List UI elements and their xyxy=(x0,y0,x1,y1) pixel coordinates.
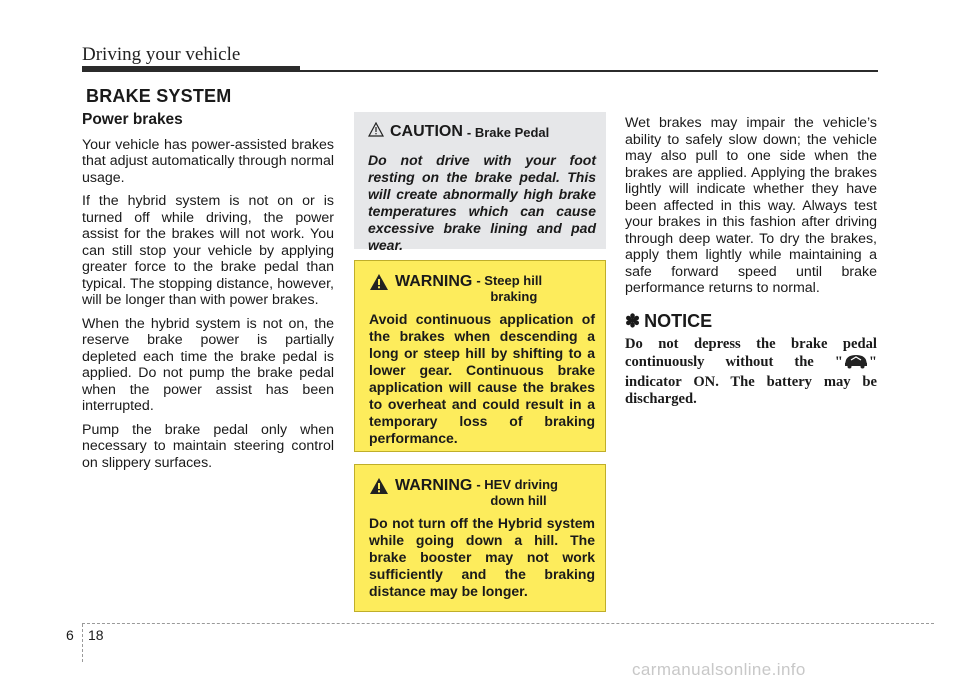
paragraph: Pump the brake pedal only when necessary to maintain steering control on slippery surfaces. xyxy=(82,421,334,471)
warning-label: WARNING xyxy=(395,273,473,290)
warning-subtitle-line1: - HEV driving xyxy=(476,477,558,492)
footer-divider xyxy=(82,624,83,662)
caution-label: CAUTION xyxy=(390,123,463,140)
notice-label: NOTICE xyxy=(644,310,713,331)
warning-label: WARNING xyxy=(395,477,473,494)
warning-subtitle-line2: braking xyxy=(490,289,538,304)
subsection-heading: Power brakes xyxy=(82,111,183,128)
caution-triangle-icon xyxy=(368,122,384,142)
watermark: carmanualsonline.info xyxy=(632,660,806,679)
section-title: BRAKE SYSTEM xyxy=(86,86,232,106)
right-column xyxy=(625,115,877,415)
warning-header xyxy=(369,273,595,305)
notice-text-before: Do not depress the brake pedal continuously without the " xyxy=(625,336,877,370)
footer-rule xyxy=(82,623,934,624)
notice-body xyxy=(625,336,877,408)
paragraph: Your vehicle has power-assisted brakes that adjust automatically through normal usage. xyxy=(82,136,334,186)
caution-box xyxy=(354,112,606,253)
header-rule-thin xyxy=(300,70,878,72)
warning-body: Avoid continuous application of the brakes when descending a long or steep hill by shifting to a lower gear. Continuous brake application will cause the brakes to overheat and could result in a temporary loss of braking performance. xyxy=(369,311,595,446)
paragraph: When the hybrid system is not on, the reserve brake power is partially depleted each time the brake pedal is applied. Do not pump the brake pedal when the power assist has been interrupted. xyxy=(82,315,334,414)
page-number: 18 xyxy=(88,627,104,643)
left-column xyxy=(82,112,334,478)
ready-car-icon xyxy=(843,353,869,374)
warning-subtitle xyxy=(476,477,595,509)
warning-box-hev-downhill xyxy=(354,464,606,612)
paragraph: Wet brakes may impair the vehicle’s ability to safely slow down; the vehicle may also pull to one side when the brakes are applied. Applying the brakes lightly will indicate whether they have been affected in this way. Always test your brakes in this fashion after driving through deep water. To dry the brakes, apply them lightly while maintaining a safe forward speed until brake performance returns to normal. xyxy=(625,115,877,296)
caution-body: Do not drive with your foot resting on the brake pedal. This will create abnormally high brake temperatures which can cause excessive brake lining and pad wear. xyxy=(368,152,596,253)
header-rule-thick xyxy=(82,66,300,72)
warning-subtitle-line1: - Steep hill xyxy=(476,273,543,288)
paragraph: If the hybrid system is not on or is turned off while driving, the power assist for the brakes will not work. You can still stop your vehicle by applying greater force to the brake pedal than typical. The stopping distance, however, will be longer than with power brakes. xyxy=(82,193,334,308)
warning-header xyxy=(369,477,595,509)
notice-star-icon: ✽ xyxy=(625,310,641,331)
warning-subtitle xyxy=(476,273,595,305)
warning-body: Do not turn off the Hybrid system while going down a hill. The brake booster may not work sufficiently and the braking distance may be longer. xyxy=(369,515,595,599)
chapter-number: 6 xyxy=(66,627,74,643)
caution-header xyxy=(368,122,596,142)
notice-heading xyxy=(625,310,877,331)
notice-text-after: " indicator ON. The battery may be discharged. xyxy=(625,354,877,407)
warning-subtitle-line2: down hill xyxy=(490,493,547,508)
warning-triangle-icon xyxy=(369,477,389,500)
warning-box-steep-hill xyxy=(354,260,606,452)
chapter-title: Driving your vehicle xyxy=(82,44,241,65)
caution-subtitle: - Brake Pedal xyxy=(466,124,550,140)
warning-triangle-icon xyxy=(369,273,389,296)
